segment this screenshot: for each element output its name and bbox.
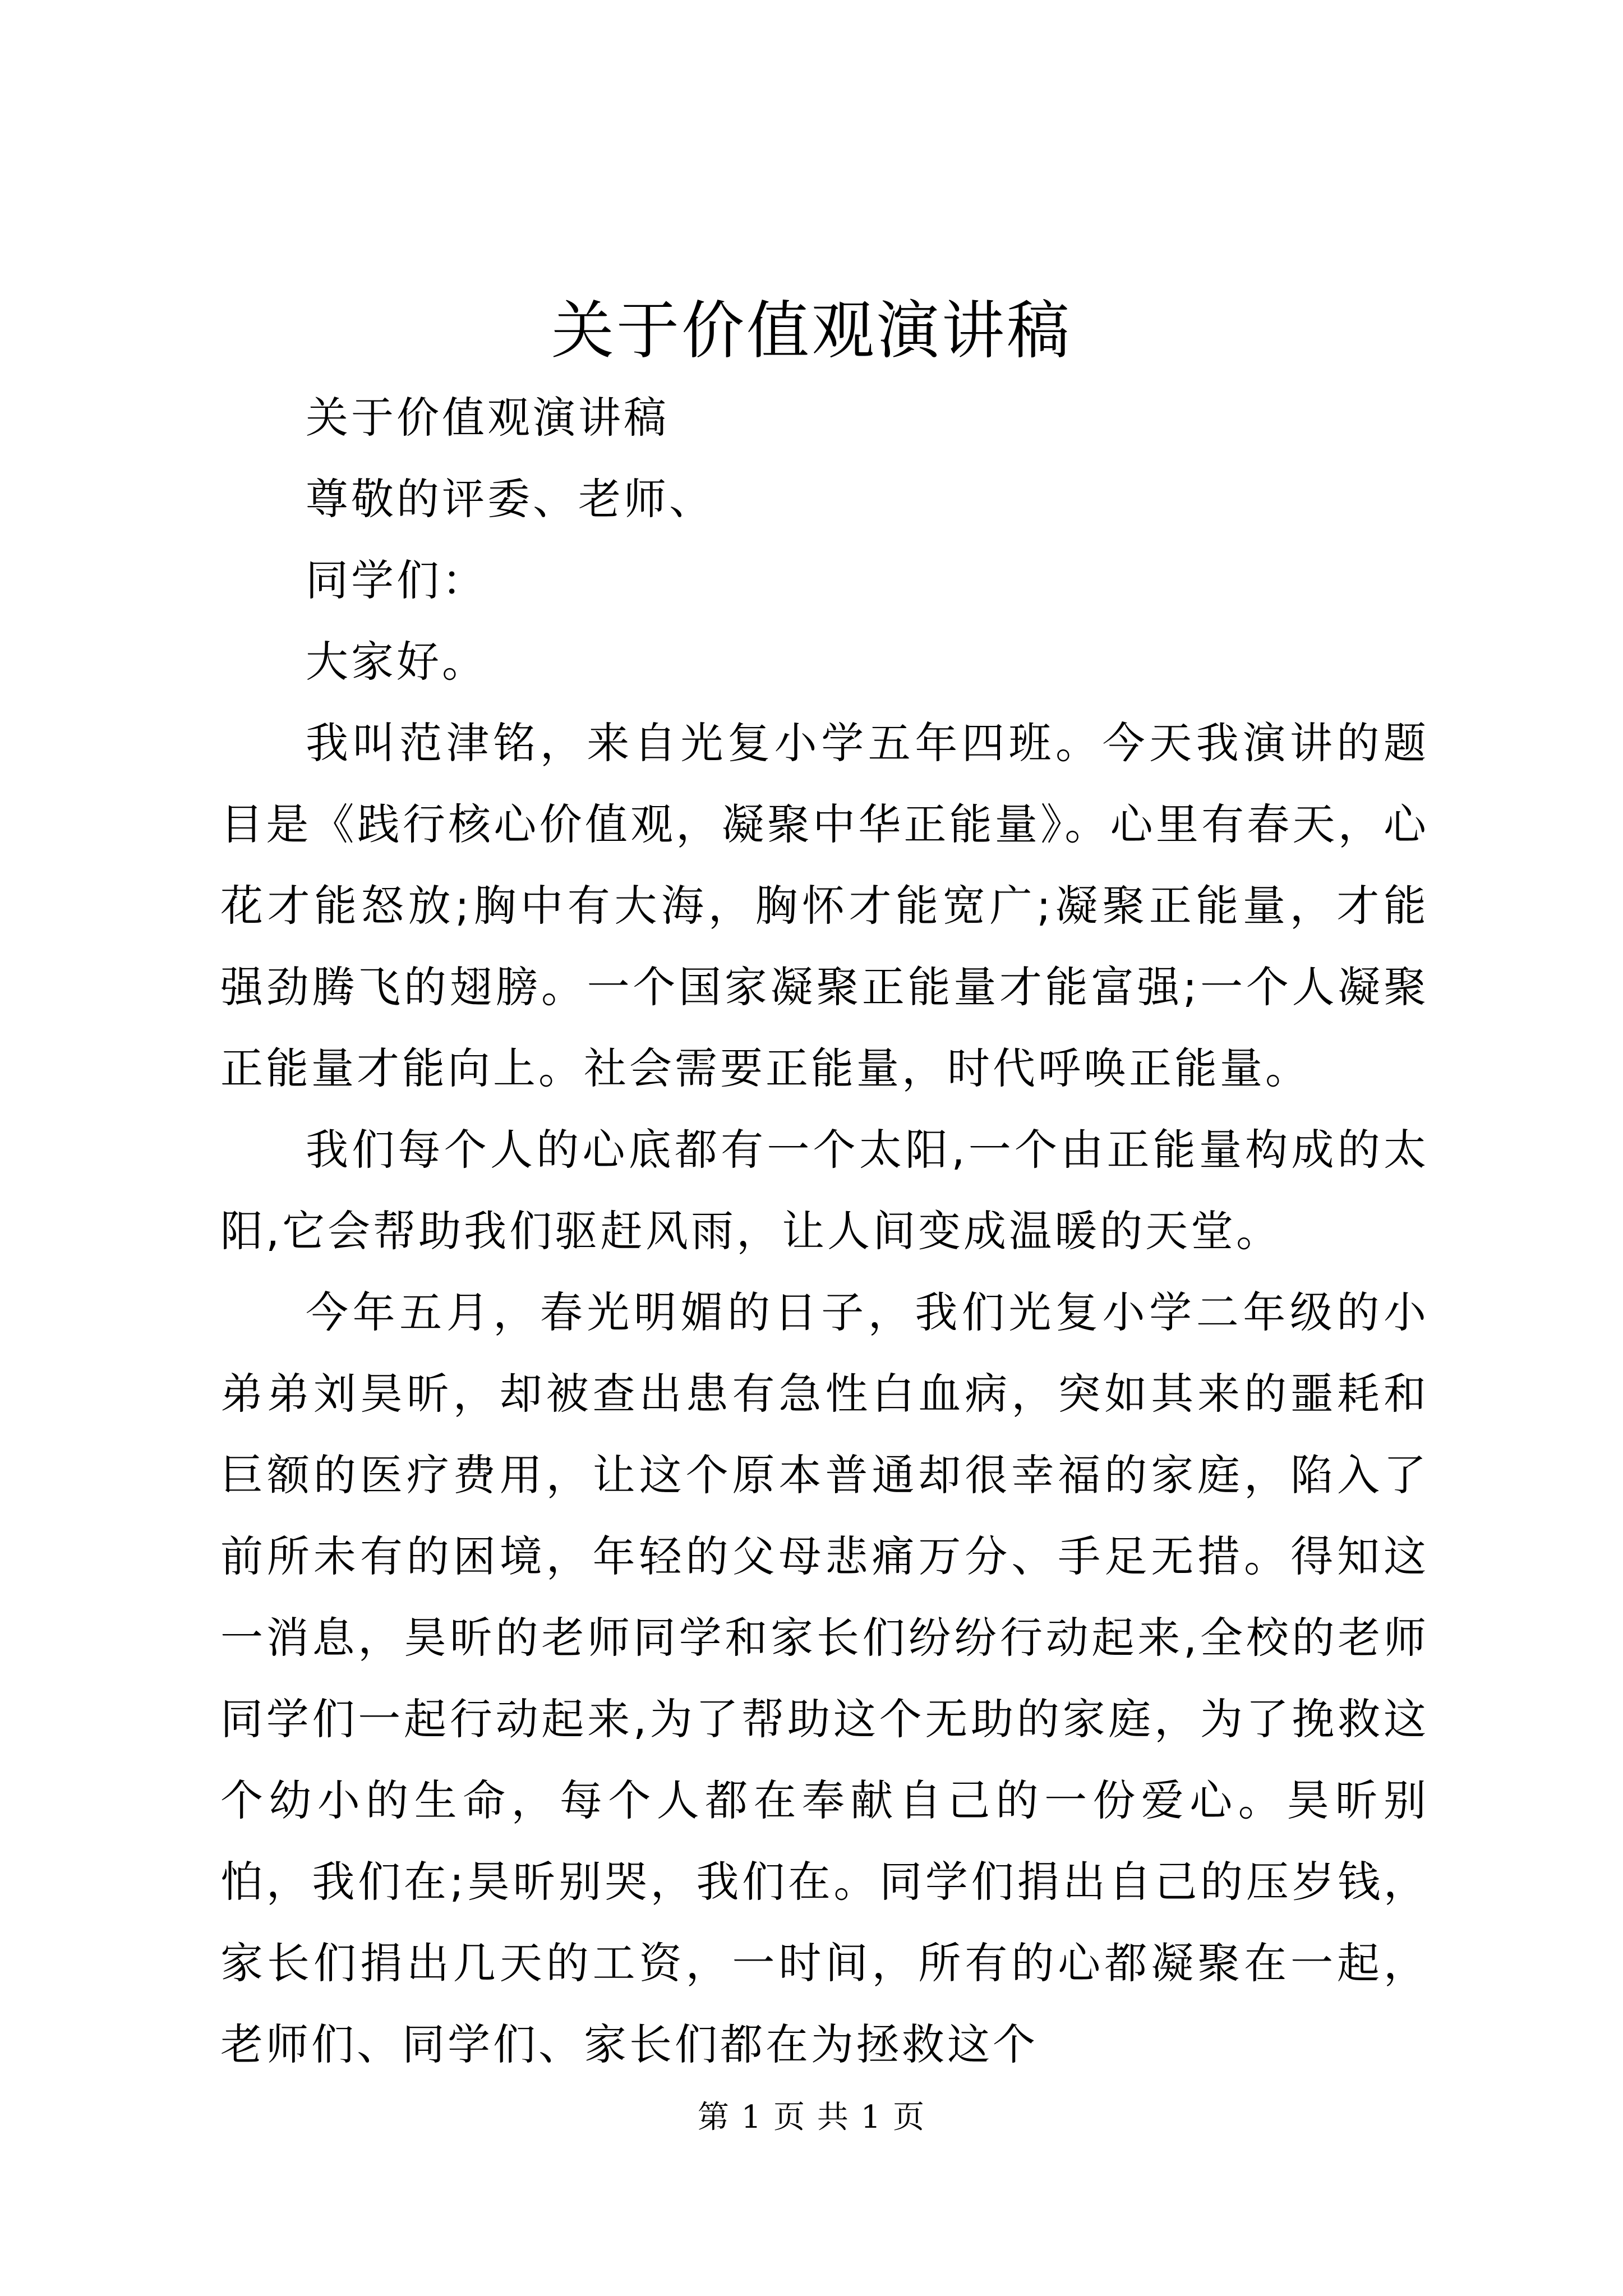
paragraph-greeting: 大家好。: [306, 637, 487, 687]
document-body: [220, 377, 1429, 2085]
page-footer: 第 1 页 共 1 页: [697, 2099, 926, 2136]
paragraph-salutation-continued: 同学们：: [306, 555, 487, 605]
document-title: 关于价值观演讲稿: [551, 295, 1072, 367]
paragraph-story: 今年五月，春光明媚的日子，我们光复小学二年级的小弟弟刘昊昕，却被查出患有急性白血病，突如其来的噩耗和巨额的医疗费用，让这个原本普通却很幸福的家庭，陷入了前所未有的困境，年轻的父母悲痛万分、手足无措。得知这一消息，昊昕的老师同学和家长们纷纷行动起来,全校的老师同学们一起行动起来,为了帮助这个无助的家庭，为了挽救这个幼小的生命，每个人都在奉献自己的一份爱心。昊昕别怕，我们在;昊昕别哭，我们在。同学们捐出自己的压岁钱，家长们捐出几天的工资，一时间，所有的心都凝聚在一起，老师们、同学们、家长们都在为拯救这个: [220, 1287, 1429, 2069]
paragraph-salutation: 尊敬的评委、老师、: [306, 474, 714, 524]
paragraph-sun-metaphor: 我们每个人的心底都有一个太阳,一个由正能量构成的太阳,它会帮助我们驱赶风雨，让人间变成温暖的天堂。: [220, 1125, 1429, 1256]
paragraph-heading: 关于价值观演讲稿: [306, 393, 669, 443]
paragraph-introduction: 我叫范津铭，来自光复小学五年四班。今天我演讲的题目是《践行核心价值观，凝聚中华正能量》。心里有春天，心花才能怒放;胸中有大海，胸怀才能宽广;凝聚正能量，才能强劲腾飞的翅膀。一个国家凝聚正能量才能富强;一个人凝聚正能量才能向上。社会需要正能量，时代呼唤正能量。: [220, 718, 1429, 1093]
